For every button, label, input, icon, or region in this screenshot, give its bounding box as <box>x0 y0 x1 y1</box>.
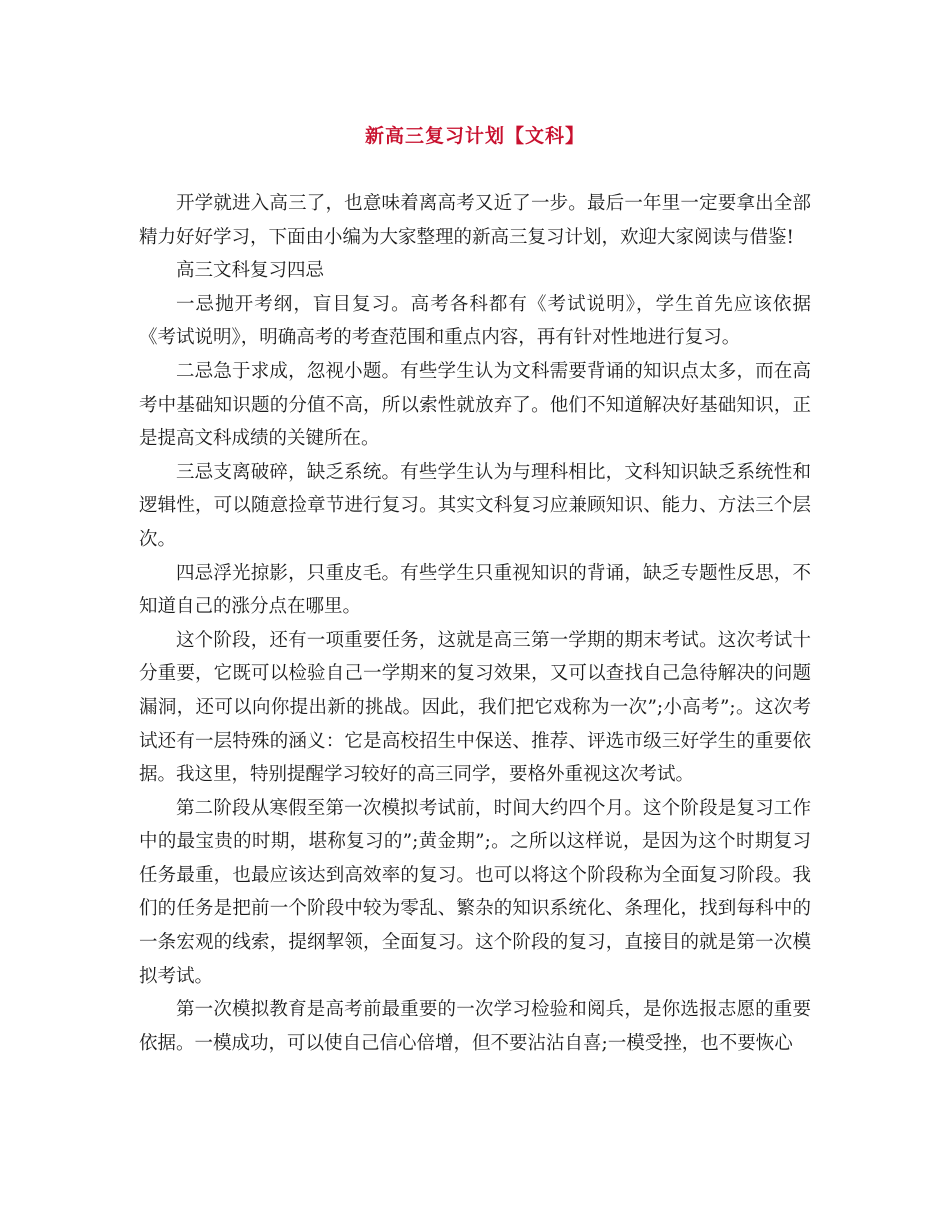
paragraph-final-exam: 这个阶段，还有一项重要任务，这就是高三第一学期的期末考试。这次考试十分重要，它既可以检验自己一学期来的复习效果，又可以查找自己急待解决的问题漏洞，还可以向你提出新的挑战。因此，我们把它戏称为一次”;小高考”;。这次考试还有一层特殊的涵义：它是高校招生中保送、推荐、评选市级三好学生的重要依据。我这里，特别提醒学习较好的高三同学，要格外重视这次考试。 <box>139 629 811 786</box>
paragraph-intro: 开学就进入高三了，也意味着离高考又近了一步。最后一年里一定要拿出全部精力好好学习，下面由小编为大家整理的新高三复习计划，欢迎大家阅读与借鉴! <box>139 193 811 248</box>
paragraph-taboo-1: 一忌抛开考纲，盲目复习。高考各科都有《考试说明》，学生首先应该依据《考试说明》，明确高考的考查范围和重点内容，再有针对性地进行复习。 <box>139 293 811 349</box>
document-title: 新高三复习计划【文科】 <box>364 125 585 147</box>
section-heading: 高三文科复习四忌 <box>176 260 325 282</box>
paragraph-taboo-4: 四忌浮光掠影，只重皮毛。有些学生只重视知识的背诵，缺乏专题性反思，不知道自己的涨分点在哪里。 <box>139 562 811 618</box>
paragraph-taboo-2: 二忌急于求成，忽视小题。有些学生认为文科需要背诵的知识点太多，而在高考中基础知识题的分值不高，所以索性就放弃了。他们不知道解决好基础知识，正是提高文科成绩的关键所在。 <box>139 360 811 450</box>
paragraph-taboo-3: 三忌支离破碎，缺乏系统。有些学生认为与理科相比，文科知识缺乏系统性和逻辑性，可以随意捡章节进行复习。其实文科复习应兼顾知识、能力、方法三个层次。 <box>139 461 811 550</box>
document-body <box>139 187 811 1060</box>
paragraph-stage-two: 第二阶段从寒假至第一次模拟考试前，时间大约四个月。这个阶段是复习工作中的最宝贵的时期，堪称复习的”;黄金期”;。之所以这样说，是因为这个时期复习任务最重，也最应该达到高效率的复习。也可以将这个阶段称为全面复习阶段。我们的任务是把前一个阶段中较为零乱、繁杂的知识系统化、条理化，找到每科中的一条宏观的线索，提纲挈领，全面复习。这个阶段的复习，直接目的就是第一次模拟考试。 <box>139 797 811 987</box>
paragraph-first-mock: 第一次模拟教育是高考前最重要的一次学习检验和阅兵，是你选报志愿的重要依据。一模成功，可以使自己信心倍增，但不要沾沾自喜;一模受挫，也不要恢心 <box>139 999 811 1054</box>
